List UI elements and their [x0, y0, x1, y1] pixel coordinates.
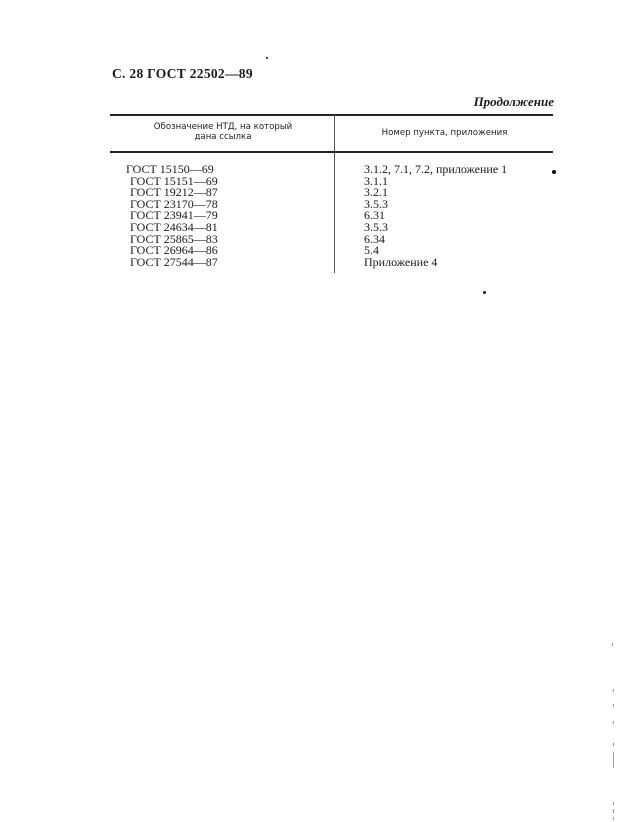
table-cell-document: ГОСТ 24634—81 — [130, 219, 218, 234]
table-cell-clause: 3.1.1 — [364, 173, 388, 188]
table-cell-clause: 3.5.3 — [364, 219, 388, 234]
page-header: С. 28 ГОСТ 22502—89 — [112, 66, 253, 81]
table-cell-document: ГОСТ 19212—87 — [130, 185, 218, 200]
continuation-label: Продолжение — [473, 94, 554, 109]
scan-mark — [613, 809, 614, 813]
table-cell-document: ГОСТ 26964—86 — [130, 243, 218, 258]
scan-mark — [613, 802, 614, 805]
scan-mark — [613, 817, 614, 820]
table-cell-document: ГОСТ 23170—78 — [130, 196, 218, 211]
table-cell-document: ГОСТ 25865—83 — [130, 231, 218, 246]
column-header-line: Обозначение НТД, на который — [153, 122, 293, 132]
table-cell-document: ГОСТ 15151—69 — [130, 173, 218, 188]
column-header-line: Номер пункта, приложения — [381, 128, 508, 138]
column-header-document — [112, 122, 334, 142]
scan-speck — [552, 170, 556, 174]
scan-speck — [483, 291, 486, 294]
column-divider — [334, 114, 335, 273]
document-column — [128, 164, 218, 268]
column-header-clause — [336, 128, 553, 138]
table-cell-clause: 6.31 — [364, 208, 385, 223]
table-cell-clause: 5.4 — [364, 243, 379, 258]
clause-column — [364, 164, 507, 268]
table-header-rule — [110, 151, 553, 153]
table-top-rule — [110, 114, 553, 116]
column-header-line: дана ссылка — [194, 132, 252, 142]
scan-mark — [613, 743, 614, 746]
table-cell-clause: 3.5.3 — [364, 196, 388, 211]
table-cell-document: ГОСТ 15150—69 — [126, 162, 214, 176]
table-cell-clause: 6.34 — [364, 231, 385, 246]
scan-mark — [613, 689, 614, 692]
scan-speck — [266, 57, 268, 59]
table-cell-document: ГОСТ 27544—87 — [130, 254, 218, 269]
table-cell-clause: Приложение 4 — [364, 254, 438, 269]
scan-mark — [613, 752, 614, 768]
scan-mark — [613, 704, 614, 707]
table-cell-clause: 3.1.2, 7.1, 7.2, приложение 1 — [364, 162, 508, 176]
scan-mark — [612, 643, 613, 646]
scan-mark — [613, 721, 614, 724]
table-cell-clause: 3.2.1 — [364, 185, 388, 200]
table-cell-document: ГОСТ 23941—79 — [130, 208, 218, 223]
